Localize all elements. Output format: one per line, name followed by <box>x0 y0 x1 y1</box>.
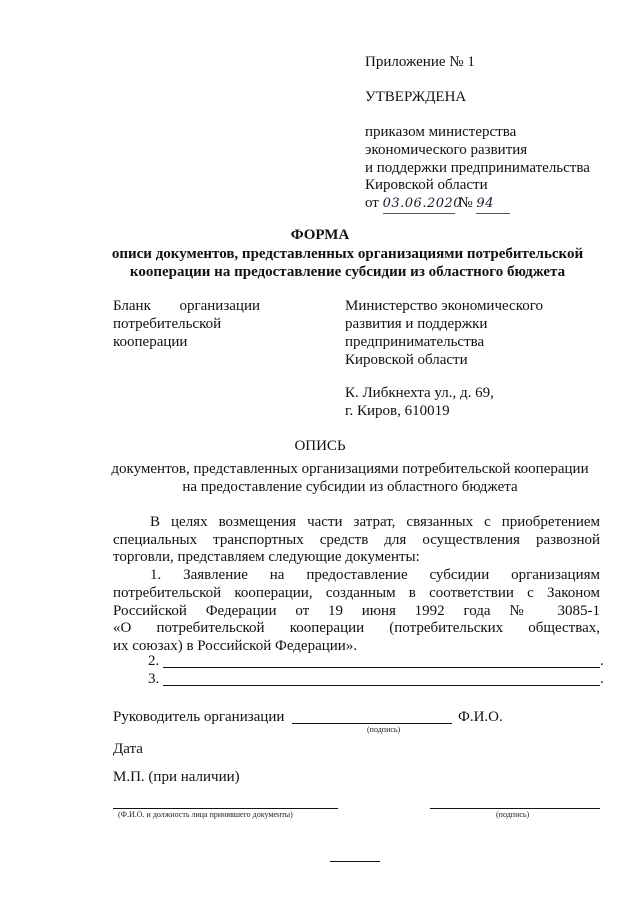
handwritten-date: 03.06.2020 <box>383 194 455 214</box>
date-label: Дата <box>113 741 143 757</box>
bottom-separator <box>330 861 380 862</box>
fio-label: Ф.И.О. <box>458 709 503 725</box>
item-1-line-1: 1. Заявление на предоставление субсидии организациям <box>150 567 600 583</box>
item-1-line-2: потребительской кооперации, созданным в соответствии с Законом <box>113 585 600 601</box>
item-1-line-4: «О потребительской кооперации (потребительских обществах, <box>113 620 600 636</box>
head-signature-line[interactable] <box>292 723 452 724</box>
form-subtitle-line-1: описи документов, представленных организациями потребительской <box>111 246 584 262</box>
form-subtitle-line-2: кооперации на предоставление субсидии из областного бюджета <box>129 264 566 280</box>
intro-line-3: торговли, представляем следующие документы: <box>113 549 420 565</box>
receiver-signature-caption: (подпись) <box>496 810 530 819</box>
item-3-number: 3. <box>148 671 160 687</box>
signature-caption: (подпись) <box>367 725 401 734</box>
receiver-signature-line[interactable] <box>430 808 600 809</box>
recipient-line-3: предпринимательства <box>345 334 485 350</box>
item-3-blank-line[interactable] <box>163 685 600 686</box>
item-3-end: . <box>600 671 604 687</box>
seal-label: М.П. (при наличии) <box>113 769 240 785</box>
order-line-4: Кировской области <box>365 177 488 193</box>
sender-line-3: кооперации <box>113 334 188 350</box>
order-line-2: экономического развития <box>365 142 528 158</box>
item-1-line-5: их союзах) в Российской Федерации». <box>113 638 358 654</box>
item-2-end: . <box>600 653 604 669</box>
item-2-blank-line[interactable] <box>163 667 600 668</box>
inventory-subtitle-2: на предоставление субсидии из областного бюджета <box>182 479 518 495</box>
item-2-number: 2. <box>148 653 160 669</box>
receiver-caption: (Ф.И.О. и должность лица принявшего документы) <box>118 810 293 819</box>
recipient-line-4: Кировской области <box>345 352 468 368</box>
item-1-line-3: Российской Федерации от 19 июня 1992 года № 3085-1 <box>113 603 600 619</box>
approved-label: УТВЕРЖДЕНА <box>365 89 467 105</box>
inventory-title: ОПИСЬ <box>294 438 346 454</box>
date-prefix: от <box>365 195 379 211</box>
order-line-1: приказом министерства <box>365 124 517 140</box>
order-date-line <box>365 194 510 214</box>
intro-line-1: В целях возмещения части затрат, связанных с приобретением <box>150 514 600 530</box>
recipient-line-2: развития и поддержки <box>345 316 488 332</box>
inventory-subtitle-1: документов, представленных организациями потребительской кооперации <box>111 461 589 477</box>
number-sign: № <box>458 195 473 211</box>
intro-line-2: специальных транспортных средств для осуществления развозной <box>113 532 600 548</box>
sender-line-2: потребительской <box>113 316 222 332</box>
recipient-line-1: Министерство экономического <box>345 298 543 314</box>
sender-line-1-a: Бланк <box>113 298 151 314</box>
form-title: ФОРМА <box>290 227 350 243</box>
appendix-label: Приложение № 1 <box>365 54 475 70</box>
receiver-fio-line[interactable] <box>113 808 338 809</box>
recipient-address-1: К. Либкнехта ул., д. 69, <box>345 385 494 401</box>
recipient-address-2: г. Киров, 610019 <box>345 403 450 419</box>
handwritten-number: 94 <box>476 194 510 214</box>
sender-line-1-b: организации <box>179 298 260 314</box>
sender-line-1 <box>113 297 260 316</box>
head-label: Руководитель организации <box>113 709 285 725</box>
order-line-3: и поддержки предпринимательства <box>365 160 590 176</box>
